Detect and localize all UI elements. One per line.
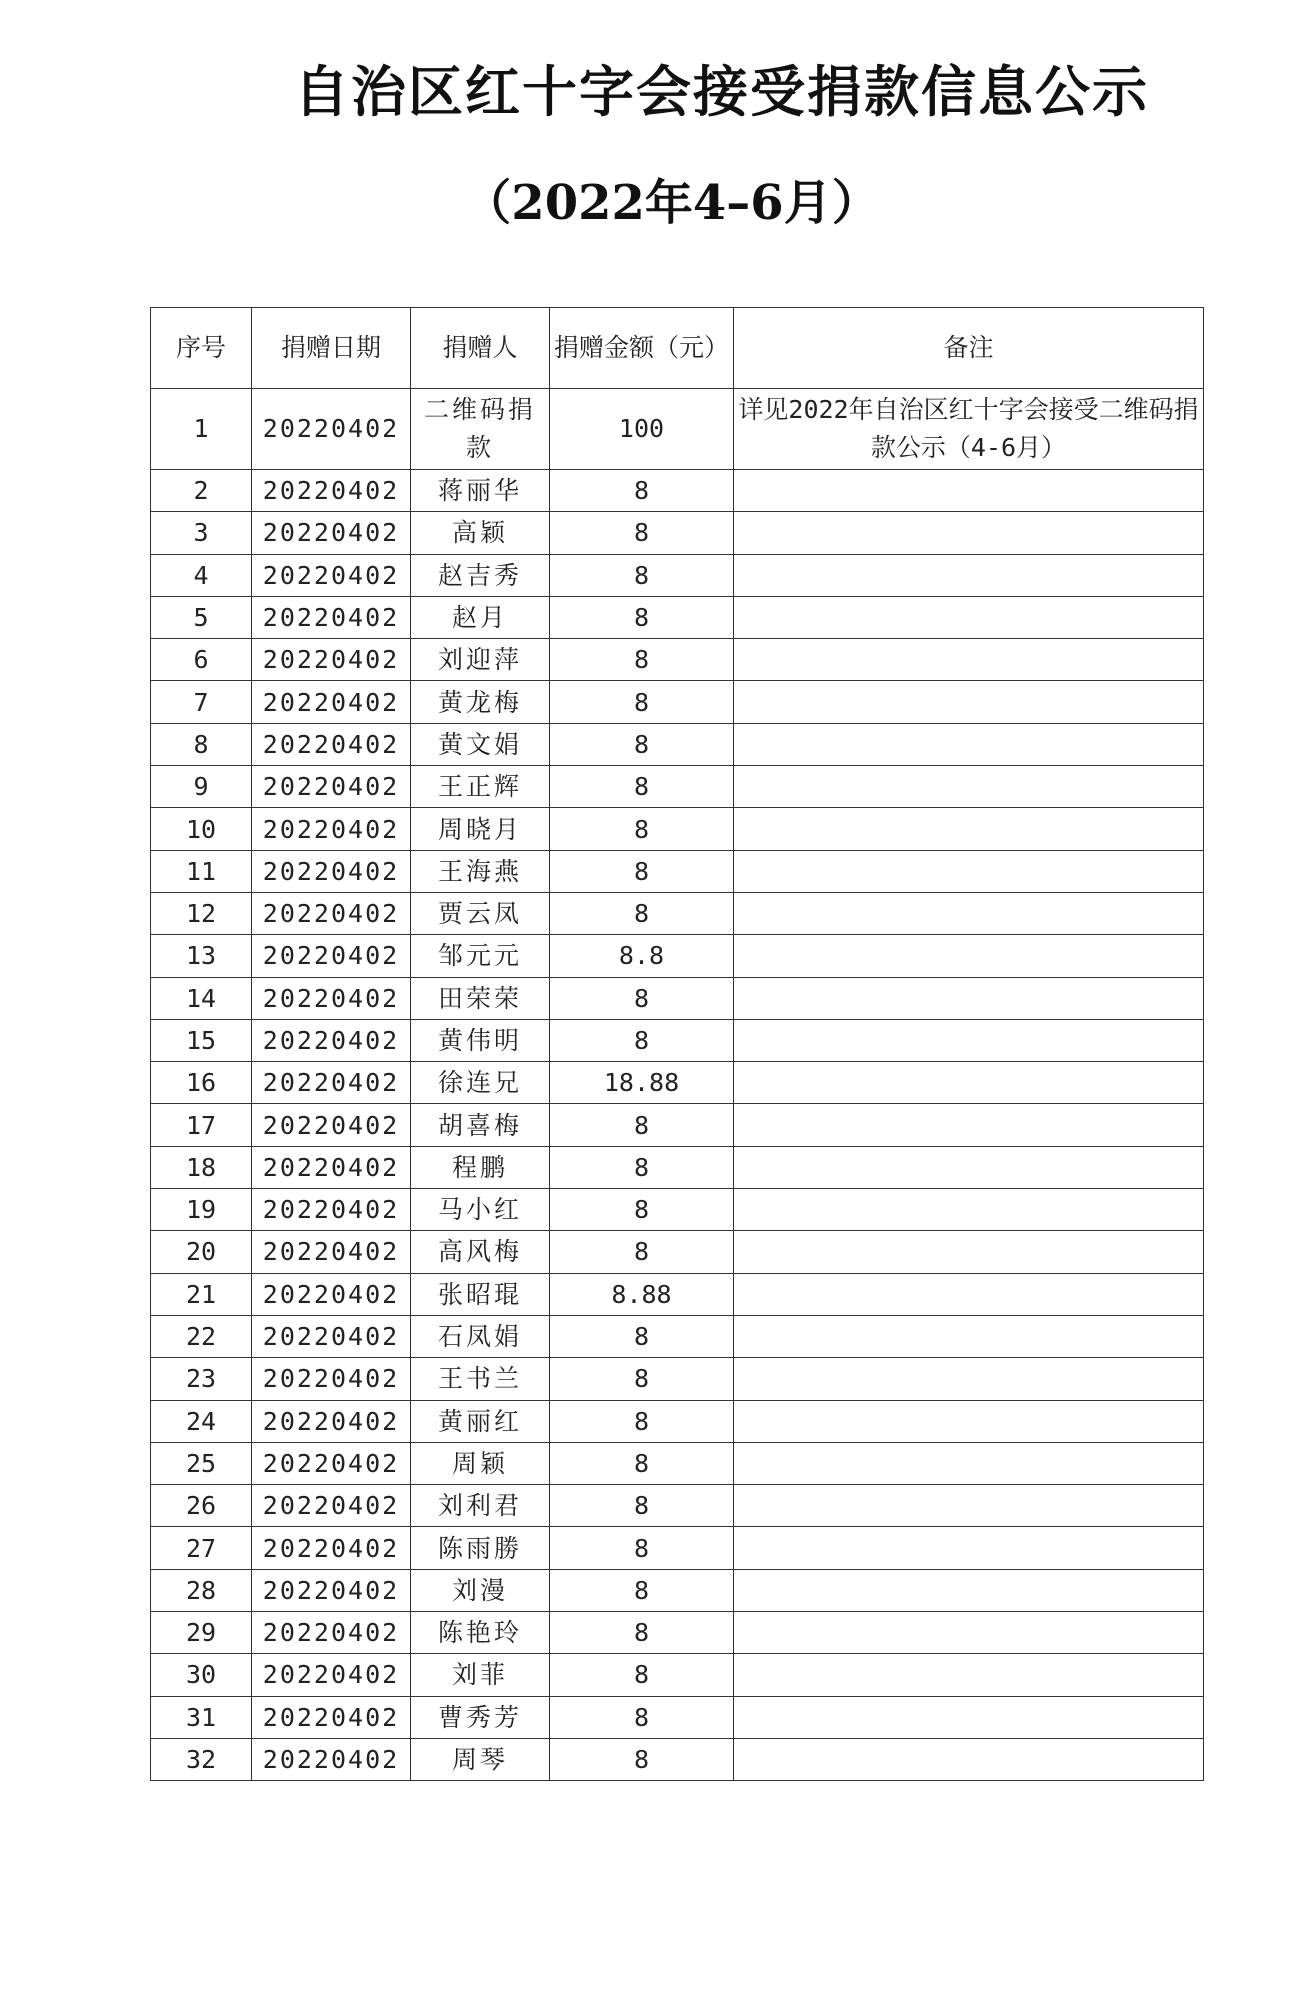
cell-donation-date: 20220402 xyxy=(252,1104,411,1146)
table-row xyxy=(151,1104,1204,1146)
table-row xyxy=(151,1146,1204,1188)
cell-note xyxy=(734,850,1204,892)
cell-donation-date: 20220402 xyxy=(252,1696,411,1738)
table-row xyxy=(151,1442,1204,1484)
cell-donor: 高颖 xyxy=(411,512,550,554)
cell-note xyxy=(734,1315,1204,1357)
cell-donation-date: 20220402 xyxy=(252,512,411,554)
cell-donor: 徐连兄 xyxy=(411,1062,550,1104)
cell-amount: 8 xyxy=(550,850,734,892)
cell-donor: 周颖 xyxy=(411,1442,550,1484)
cell-serial-number: 23 xyxy=(151,1358,252,1400)
cell-donor: 黄丽红 xyxy=(411,1400,550,1442)
table-row xyxy=(151,1358,1204,1400)
cell-amount: 8 xyxy=(550,1696,734,1738)
header-donation-date: 捐赠日期 xyxy=(252,308,411,389)
cell-amount: 8 xyxy=(550,723,734,765)
cell-donation-date: 20220402 xyxy=(252,1062,411,1104)
cell-donation-date: 20220402 xyxy=(252,1485,411,1527)
table-body xyxy=(151,389,1204,1781)
table-row xyxy=(151,1400,1204,1442)
cell-serial-number: 21 xyxy=(151,1273,252,1315)
table-header-row xyxy=(151,308,1204,389)
cell-note xyxy=(734,1696,1204,1738)
cell-donor: 周晓月 xyxy=(411,808,550,850)
table-row xyxy=(151,1485,1204,1527)
cell-amount: 8 xyxy=(550,1738,734,1780)
cell-donor: 高风梅 xyxy=(411,1231,550,1273)
cell-note xyxy=(734,1146,1204,1188)
cell-note: 详见2022年自治区红十字会接受二维码捐款公示（4-6月） xyxy=(734,389,1204,470)
cell-donation-date: 20220402 xyxy=(252,1146,411,1188)
cell-donor: 张昭琨 xyxy=(411,1273,550,1315)
cell-serial-number: 19 xyxy=(151,1189,252,1231)
cell-amount: 8 xyxy=(550,1104,734,1146)
cell-note xyxy=(734,1527,1204,1569)
cell-note xyxy=(734,1019,1204,1061)
cell-donor: 石凤娟 xyxy=(411,1315,550,1357)
cell-note xyxy=(734,1485,1204,1527)
cell-amount: 8 xyxy=(550,1146,734,1188)
cell-donor: 二维码捐款 xyxy=(411,389,550,470)
cell-donor: 马小红 xyxy=(411,1189,550,1231)
table-row xyxy=(151,1231,1204,1273)
cell-serial-number: 5 xyxy=(151,596,252,638)
cell-donation-date: 20220402 xyxy=(252,935,411,977)
cell-donation-date: 20220402 xyxy=(252,639,411,681)
cell-amount: 8 xyxy=(550,470,734,512)
cell-donation-date: 20220402 xyxy=(252,1273,411,1315)
cell-serial-number: 31 xyxy=(151,1696,252,1738)
table-row xyxy=(151,935,1204,977)
table-row xyxy=(151,1569,1204,1611)
cell-amount: 8 xyxy=(550,512,734,554)
cell-note xyxy=(734,892,1204,934)
table-row xyxy=(151,1062,1204,1104)
cell-serial-number: 2 xyxy=(151,470,252,512)
cell-donation-date: 20220402 xyxy=(252,766,411,808)
cell-serial-number: 15 xyxy=(151,1019,252,1061)
cell-donation-date: 20220402 xyxy=(252,554,411,596)
cell-note xyxy=(734,1273,1204,1315)
table-row xyxy=(151,808,1204,850)
cell-donor: 曹秀芳 xyxy=(411,1696,550,1738)
cell-note xyxy=(734,639,1204,681)
cell-donation-date: 20220402 xyxy=(252,977,411,1019)
cell-amount: 8 xyxy=(550,1527,734,1569)
cell-note xyxy=(734,1062,1204,1104)
table-row xyxy=(151,1738,1204,1780)
cell-donation-date: 20220402 xyxy=(252,1019,411,1061)
header-serial-number: 序号 xyxy=(151,308,252,389)
cell-serial-number: 12 xyxy=(151,892,252,934)
cell-serial-number: 9 xyxy=(151,766,252,808)
cell-donation-date: 20220402 xyxy=(252,1189,411,1231)
cell-donor: 赵吉秀 xyxy=(411,554,550,596)
cell-amount: 8.88 xyxy=(550,1273,734,1315)
cell-serial-number: 11 xyxy=(151,850,252,892)
cell-note xyxy=(734,977,1204,1019)
cell-serial-number: 1 xyxy=(151,389,252,470)
cell-serial-number: 17 xyxy=(151,1104,252,1146)
cell-donor: 王海燕 xyxy=(411,850,550,892)
cell-amount: 8 xyxy=(550,1612,734,1654)
page-subtitle: （2022年4–6月） xyxy=(463,175,880,231)
cell-donor: 田荣荣 xyxy=(411,977,550,1019)
cell-amount: 8.8 xyxy=(550,935,734,977)
cell-donor: 周琴 xyxy=(411,1738,550,1780)
table-row xyxy=(151,977,1204,1019)
cell-note xyxy=(734,1231,1204,1273)
cell-amount: 8 xyxy=(550,639,734,681)
cell-amount: 8 xyxy=(550,766,734,808)
cell-donor: 邹元元 xyxy=(411,935,550,977)
cell-donor: 贾云凤 xyxy=(411,892,550,934)
cell-serial-number: 27 xyxy=(151,1527,252,1569)
cell-donor: 刘菲 xyxy=(411,1654,550,1696)
cell-serial-number: 20 xyxy=(151,1231,252,1273)
cell-donation-date: 20220402 xyxy=(252,1231,411,1273)
cell-amount: 8 xyxy=(550,554,734,596)
table-row xyxy=(151,1189,1204,1231)
cell-amount: 8 xyxy=(550,1358,734,1400)
cell-amount: 8 xyxy=(550,1315,734,1357)
cell-note xyxy=(734,681,1204,723)
cell-note xyxy=(734,1189,1204,1231)
cell-serial-number: 13 xyxy=(151,935,252,977)
cell-note xyxy=(734,512,1204,554)
table-row xyxy=(151,389,1204,470)
table-row xyxy=(151,639,1204,681)
cell-amount: 8 xyxy=(550,1485,734,1527)
cell-donation-date: 20220402 xyxy=(252,389,411,470)
cell-donation-date: 20220402 xyxy=(252,850,411,892)
cell-donation-date: 20220402 xyxy=(252,1400,411,1442)
cell-donor: 陈雨勝 xyxy=(411,1527,550,1569)
cell-donor: 刘漫 xyxy=(411,1569,550,1611)
header-note: 备注 xyxy=(734,308,1204,389)
cell-donation-date: 20220402 xyxy=(252,892,411,934)
table-row xyxy=(151,766,1204,808)
table-row xyxy=(151,723,1204,765)
cell-serial-number: 4 xyxy=(151,554,252,596)
cell-serial-number: 3 xyxy=(151,512,252,554)
cell-serial-number: 8 xyxy=(151,723,252,765)
table-row xyxy=(151,1315,1204,1357)
cell-amount: 8 xyxy=(550,1400,734,1442)
cell-amount: 8 xyxy=(550,681,734,723)
table-row xyxy=(151,470,1204,512)
cell-donor: 黄文娟 xyxy=(411,723,550,765)
cell-note xyxy=(734,766,1204,808)
cell-donor: 黄龙梅 xyxy=(411,681,550,723)
cell-amount: 8 xyxy=(550,1569,734,1611)
cell-donor: 刘迎萍 xyxy=(411,639,550,681)
cell-donor: 赵月 xyxy=(411,596,550,638)
cell-serial-number: 7 xyxy=(151,681,252,723)
cell-serial-number: 32 xyxy=(151,1738,252,1780)
cell-donation-date: 20220402 xyxy=(252,808,411,850)
donation-table xyxy=(150,307,1204,1781)
cell-donor: 陈艳玲 xyxy=(411,1612,550,1654)
cell-note xyxy=(734,1358,1204,1400)
cell-amount: 100 xyxy=(550,389,734,470)
table-row xyxy=(151,554,1204,596)
cell-note xyxy=(734,470,1204,512)
cell-note xyxy=(734,1442,1204,1484)
cell-donation-date: 20220402 xyxy=(252,723,411,765)
cell-serial-number: 25 xyxy=(151,1442,252,1484)
cell-serial-number: 28 xyxy=(151,1569,252,1611)
cell-donor: 蒋丽华 xyxy=(411,470,550,512)
cell-amount: 8 xyxy=(550,1442,734,1484)
table-row xyxy=(151,596,1204,638)
cell-donor: 胡喜梅 xyxy=(411,1104,550,1146)
table-row xyxy=(151,892,1204,934)
cell-donor: 黄伟明 xyxy=(411,1019,550,1061)
cell-donation-date: 20220402 xyxy=(252,681,411,723)
cell-amount: 8 xyxy=(550,1231,734,1273)
cell-serial-number: 18 xyxy=(151,1146,252,1188)
cell-amount: 8 xyxy=(550,596,734,638)
cell-donation-date: 20220402 xyxy=(252,596,411,638)
table-row xyxy=(151,1654,1204,1696)
cell-note xyxy=(734,1612,1204,1654)
cell-note xyxy=(734,1654,1204,1696)
cell-donor: 程鹏 xyxy=(411,1146,550,1188)
cell-amount: 8 xyxy=(550,1019,734,1061)
cell-donation-date: 20220402 xyxy=(252,1738,411,1780)
cell-amount: 18.88 xyxy=(550,1062,734,1104)
cell-serial-number: 22 xyxy=(151,1315,252,1357)
cell-serial-number: 24 xyxy=(151,1400,252,1442)
cell-donation-date: 20220402 xyxy=(252,1569,411,1611)
table-row xyxy=(151,1696,1204,1738)
cell-note xyxy=(734,1104,1204,1146)
cell-donor: 王正辉 xyxy=(411,766,550,808)
cell-serial-number: 6 xyxy=(151,639,252,681)
cell-note xyxy=(734,596,1204,638)
cell-amount: 8 xyxy=(550,1654,734,1696)
cell-serial-number: 30 xyxy=(151,1654,252,1696)
table-row xyxy=(151,850,1204,892)
table-row xyxy=(151,512,1204,554)
cell-amount: 8 xyxy=(550,892,734,934)
cell-note xyxy=(734,808,1204,850)
cell-donation-date: 20220402 xyxy=(252,1654,411,1696)
cell-serial-number: 10 xyxy=(151,808,252,850)
cell-note xyxy=(734,935,1204,977)
cell-donor: 刘利君 xyxy=(411,1485,550,1527)
cell-serial-number: 29 xyxy=(151,1612,252,1654)
cell-donation-date: 20220402 xyxy=(252,1442,411,1484)
header-donor: 捐赠人 xyxy=(411,308,550,389)
header-amount: 捐赠金额（元） xyxy=(550,308,734,389)
table-row xyxy=(151,1273,1204,1315)
cell-donation-date: 20220402 xyxy=(252,1358,411,1400)
cell-amount: 8 xyxy=(550,1189,734,1231)
cell-donor: 王书兰 xyxy=(411,1358,550,1400)
cell-note xyxy=(734,723,1204,765)
cell-note xyxy=(734,554,1204,596)
cell-serial-number: 14 xyxy=(151,977,252,1019)
cell-note xyxy=(734,1738,1204,1780)
cell-donation-date: 20220402 xyxy=(252,1527,411,1569)
cell-note xyxy=(734,1569,1204,1611)
cell-serial-number: 16 xyxy=(151,1062,252,1104)
cell-serial-number: 26 xyxy=(151,1485,252,1527)
cell-amount: 8 xyxy=(550,808,734,850)
table-row xyxy=(151,681,1204,723)
cell-note xyxy=(734,1400,1204,1442)
table-row xyxy=(151,1612,1204,1654)
table-row xyxy=(151,1019,1204,1061)
cell-donation-date: 20220402 xyxy=(252,470,411,512)
cell-donation-date: 20220402 xyxy=(252,1612,411,1654)
page-title: 自治区红十字会接受捐款信息公示 xyxy=(293,59,1149,124)
cell-amount: 8 xyxy=(550,977,734,1019)
cell-donation-date: 20220402 xyxy=(252,1315,411,1357)
table-row xyxy=(151,1527,1204,1569)
